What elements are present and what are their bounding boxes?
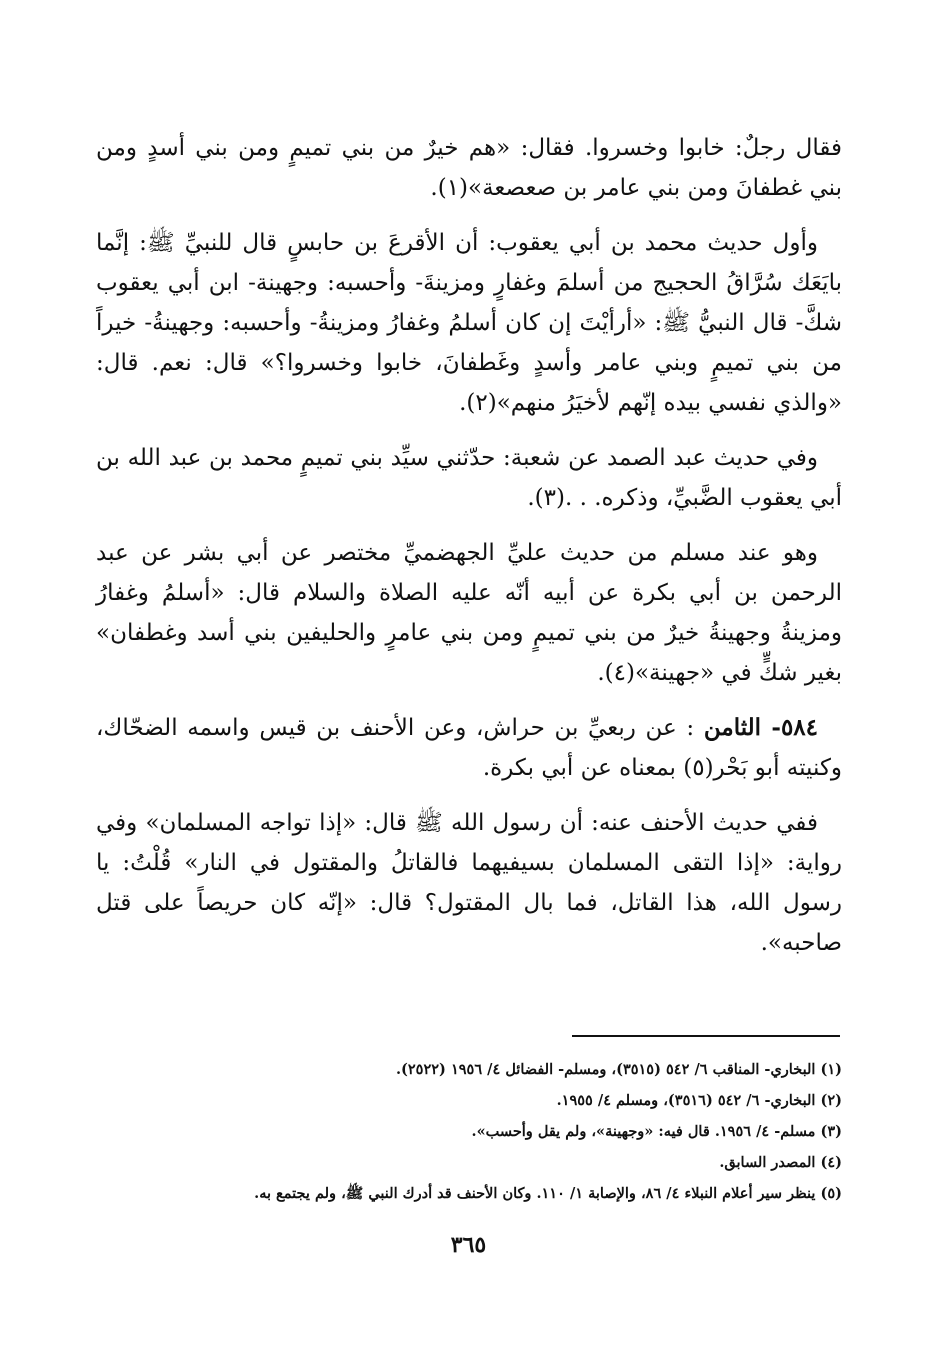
page-number: ٣٦٥ [450,1232,487,1258]
footnote-1: (١) البخاري- المناقب ٦/ ٥٤٢ (٣٥١٥)، ومسلم- الفضائل ٤/ ١٩٥٦ (٢٥٢٢). [395,1061,842,1078]
paragraph-6: ففي حديث الأحنف عنه: أن رسول الله ﷺ قال: «إذا تواجه المسلمان» وفي رواية: «إذا التقى المسلمان بسيفيهما فالقاتلُ والمقتول في النار» قُلْتُ: يا رسول الله، هذا القاتل، فما بال المقتول؟ قال: «إنّه كان حريصاً على قتل صاحبه». [96,810,842,956]
main-text [96,128,842,978]
section-heading: ٥٨٤- الثامن [703,714,819,741]
paragraph-4: وهو عند مسلم من حديث عليِّ الجهضميِّ مختصر عن أبي بشر عن عبد الرحمن بن أبي بكرة عن أبيه أنّه عليه الصلاة والسلام قال: «أسلمُ وغفارُ ومزينةُ وجهينةُ خيرٌ من بني تميمٍ ومن بني عامرٍ والحليفين بني أسد وغطفان» بغير شكٍّ في «جهينة»(٤). [96,540,842,686]
footnote-separator [572,1035,840,1037]
footnote-2: (٢) البخاري- ٦/ ٥٤٢ (٣٥١٦)، ومسلم ٤/ ١٩٥٥. [556,1092,842,1109]
paragraph-3: وفي حديث عبد الصمد عن شعبة: حدّثني سيِّد بني تميمٍ محمد بن عبد الله بن أبي يعقوب الضَّبيِّ، وذكره. . .(٣). [96,445,842,511]
footnotes [96,1054,842,1209]
paragraph-5-text: : عن ربعيِّ بن حراش، وعن الأحنف بن قيس واسمه الضحّاك، وكنيته أبو بَحْر(٥) بمعناه عن أبي بكرة. [96,715,842,781]
paragraph-5 [96,708,842,788]
footnote-5: (٥) ينظر سير أعلام النبلاء ٤/ ٨٦، والإصابة ١/ ١١٠. وكان الأحنف قد أدرك النبي ﷺ، ولم يجتمع به. [254,1185,842,1202]
footnote-4: (٤) المصدر السابق. [719,1154,842,1171]
paragraph-2: وأول حديث محمد بن أبي يعقوب: أن الأقرعَ بن حابسٍ قال للنبيِّ ﷺ: إنَّما بايَعَك سُرَّاقُ الحجيج من أسلمَ وغفارٍ ومزينةَ- وأحسبه: وجهينة- ابن أبي يعقوب شكَّ- قال النبيُّ ﷺ: «أرأيْتَ إن كان أسلمُ وغفارُ ومزينةُ- وأحسبه: وجهينةُ- خيراً من بني تميمٍ وبني عامر وأسدٍ وغَطفانَ، خابوا وخسروا؟» قال: نعم. قال: «والذي نفسي بيده إنّهم لأخيَرُ منهم»(٢). [96,230,842,416]
paragraph-1: فقال رجلٌ: خابوا وخسروا. فقال: «هم خيرٌ من بني تميمٍ ومن بني أسدٍ ومن بني غطفانَ ومن بني عامر بن صعصعة»(١). [96,135,842,201]
footnote-3: (٣) مسلم- ٤/ ١٩٥٦. قال فيه: «وجهينة»، ولم يقل وأحسب». [471,1123,842,1140]
